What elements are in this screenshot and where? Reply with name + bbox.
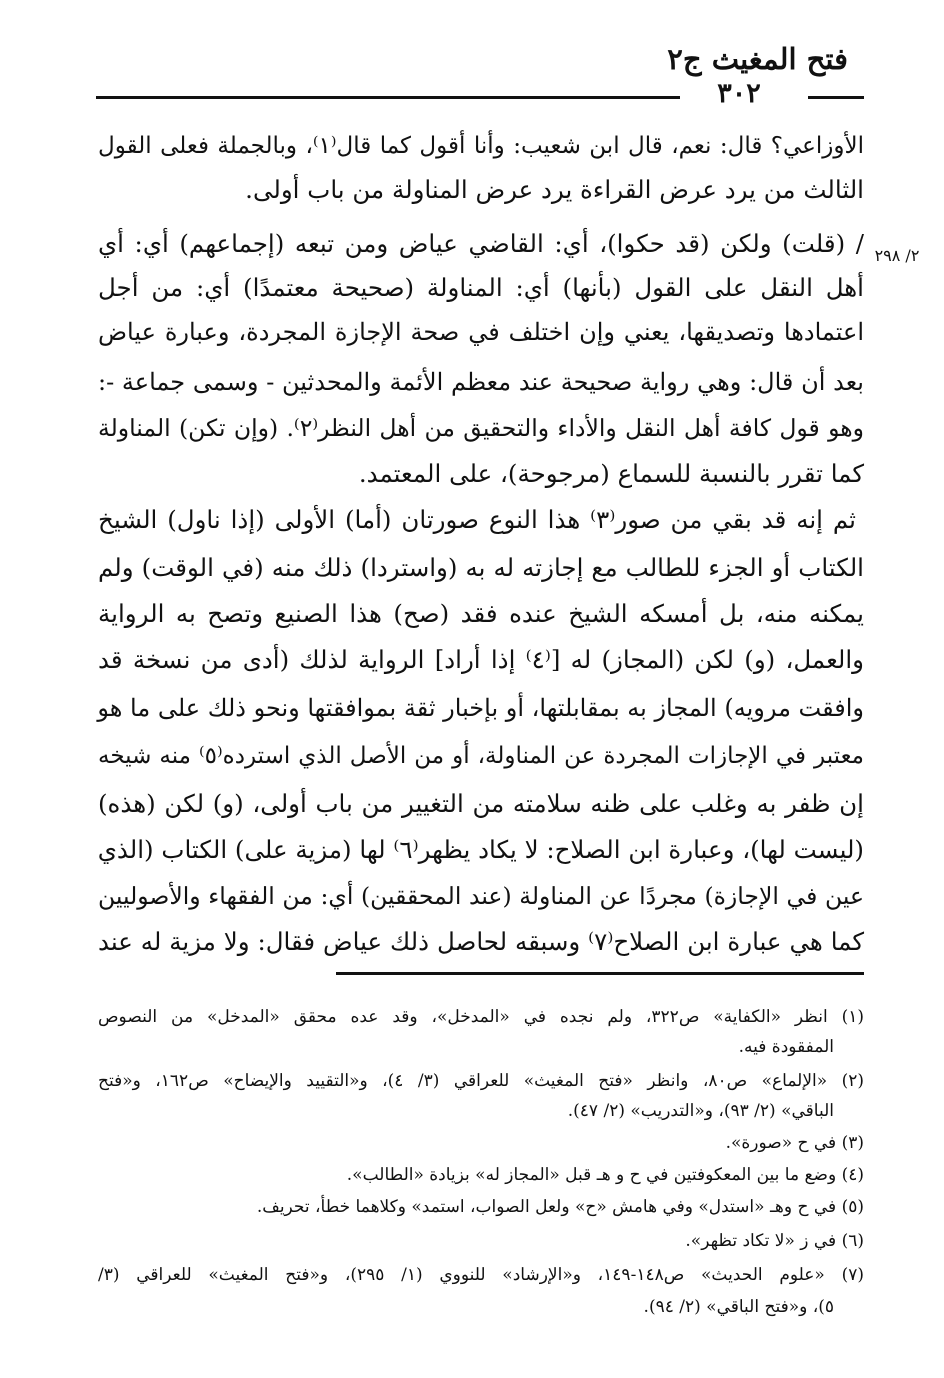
footnote-line: (٥) في ح وهـ «استدل» وفي هامش «ح» ولعل الصواب، استمد» وكلاهما خطأ، تحريف. [256, 1197, 864, 1217]
header-rule-short [808, 96, 864, 99]
text-line: يمكنه منه، بل أمسكه الشيخ عنده فقد (صح) هذا الصنيع وتصح به الرواية [98, 599, 864, 628]
text-line: إن ظفر به وغلب على ظنه سلامته من التغيير من باب أولى، (و) لكن (هذه) [98, 789, 864, 818]
text-line: بعد أن قال: وهي رواية صحيحة عند معظم الأئمة والمحدثين - وسمى جماعة -: [98, 368, 864, 396]
margin-reference: ٢/ ٢٩٨ [874, 246, 920, 265]
footnote-line: (٤) وضع ما بين المعكوفتين في ح و هـ قبل «المجاز له» بزيادة «الطالب». [346, 1165, 864, 1185]
footnote-line: (١) انظر «الكفاية» ص٣٢٢، ولم نجده في «المدخل»، وقد عده محقق «المدخل» من النصوص [98, 1007, 864, 1027]
text-line: الثالث من يرد عرض القراءة يرد عرض المناولة من باب أولى. [245, 175, 864, 204]
footnote-line: الباقي» (٢/ ٩٣)، و«التدريب» (٢/ ٤٧). [567, 1101, 834, 1121]
text-line: معتبر في الإجازات المجردة عن المناولة، أو من الأصل الذي استرده⁽٥⁾ منه شيخه [98, 743, 864, 769]
text-line: اعتمادها وتصديقها، يعني وإن اختلف في صحة الإجازة المجردة، وعبارة عياض [98, 318, 865, 346]
footnote-line: (٦) في ز «لا تكاد تظهر». [685, 1231, 864, 1251]
running-title: فتح المغيث ج٢ [667, 42, 848, 76]
text-line: عين في الإجازة) مجردًا عن المناولة (عند المحققين) أي: من الفقهاء والأصوليين [98, 882, 864, 910]
text-line: كما تقرر بالنسبة للسماع (مرجوحة)، على المعتمد. [358, 459, 864, 488]
header-rule [96, 96, 680, 99]
text-line: / (قلت) ولكن (قد حكوا)، أي: القاضي عياض ومن تبعه (إجماعهم) أي: أي [98, 229, 864, 258]
text-line: الكتاب أو الجزء للطالب مع إجازته له به (واستردا) ذلك منه (في الوقت) ولم [98, 553, 864, 582]
footnote-line: ٥)، و«فتح الباقي» (٢/ ٩٤). [643, 1297, 834, 1317]
footnote-line: (٢) «الإلماع» ص٨٠، وانظر «فتح المغيث» للعراقي (٣/ ٤)، و«التقييد والإيضاح» ص١٦٢، و«فتح [98, 1071, 865, 1091]
text-line: كما هي عبارة ابن الصلاح⁽٧⁾ وسبقه لحاصل ذلك عياض فقال: ولا مزية له عند [98, 927, 864, 956]
text-line: ثم إنه قد بقي من صور⁽٣⁾ هذا النوع صورتان (أما) الأولى (إذا ناول) الشيخ [98, 505, 856, 534]
footnote-line: (٧) «علوم الحديث» ص١٤٨-١٤٩، و«الإرشاد» للنووي (١/ ٢٩٥)، و«فتح المغيث» للعراقي (٣/ [98, 1265, 864, 1285]
page-number: ٣٠٢ [680, 78, 798, 109]
text-line: أهل النقل على القول (بأنها) أي: المناولة (صحيحة معتمدًا) أي: من أجل [98, 273, 864, 302]
text-line: وهو قول كافة أهل النقل والأداء والتحقيق من أهل النظر⁽٢⁾. (وإن تكن) المناولة [98, 414, 864, 442]
text-line: وافقت مرويه) المجاز به بمقابلتها، أو بإخبار ثقة بموافقتها ونحو ذلك على ما هو [97, 694, 864, 722]
footnote-line: (٣) في ح «صورة». [725, 1133, 864, 1153]
text-line: (ليست لها)، وعبارة ابن الصلاح: لا يكاد يظهر⁽٦⁾ لها (مزية على) الكتاب (الذي [97, 835, 864, 864]
text-line: والعمل، (و) لكن (المجاز) له [⁽٤⁾ إذا أراد] الرواية لذلك (أدى من نسخة قد [98, 645, 865, 674]
footnote-rule [336, 972, 864, 975]
text-line: الأوزاعي؟ قال: نعم، قال ابن شعيب: وأنا أقول كما قال⁽١⁾، وبالجملة فعلى القول [98, 133, 865, 159]
footnote-line: المفقودة فيه. [738, 1037, 834, 1057]
